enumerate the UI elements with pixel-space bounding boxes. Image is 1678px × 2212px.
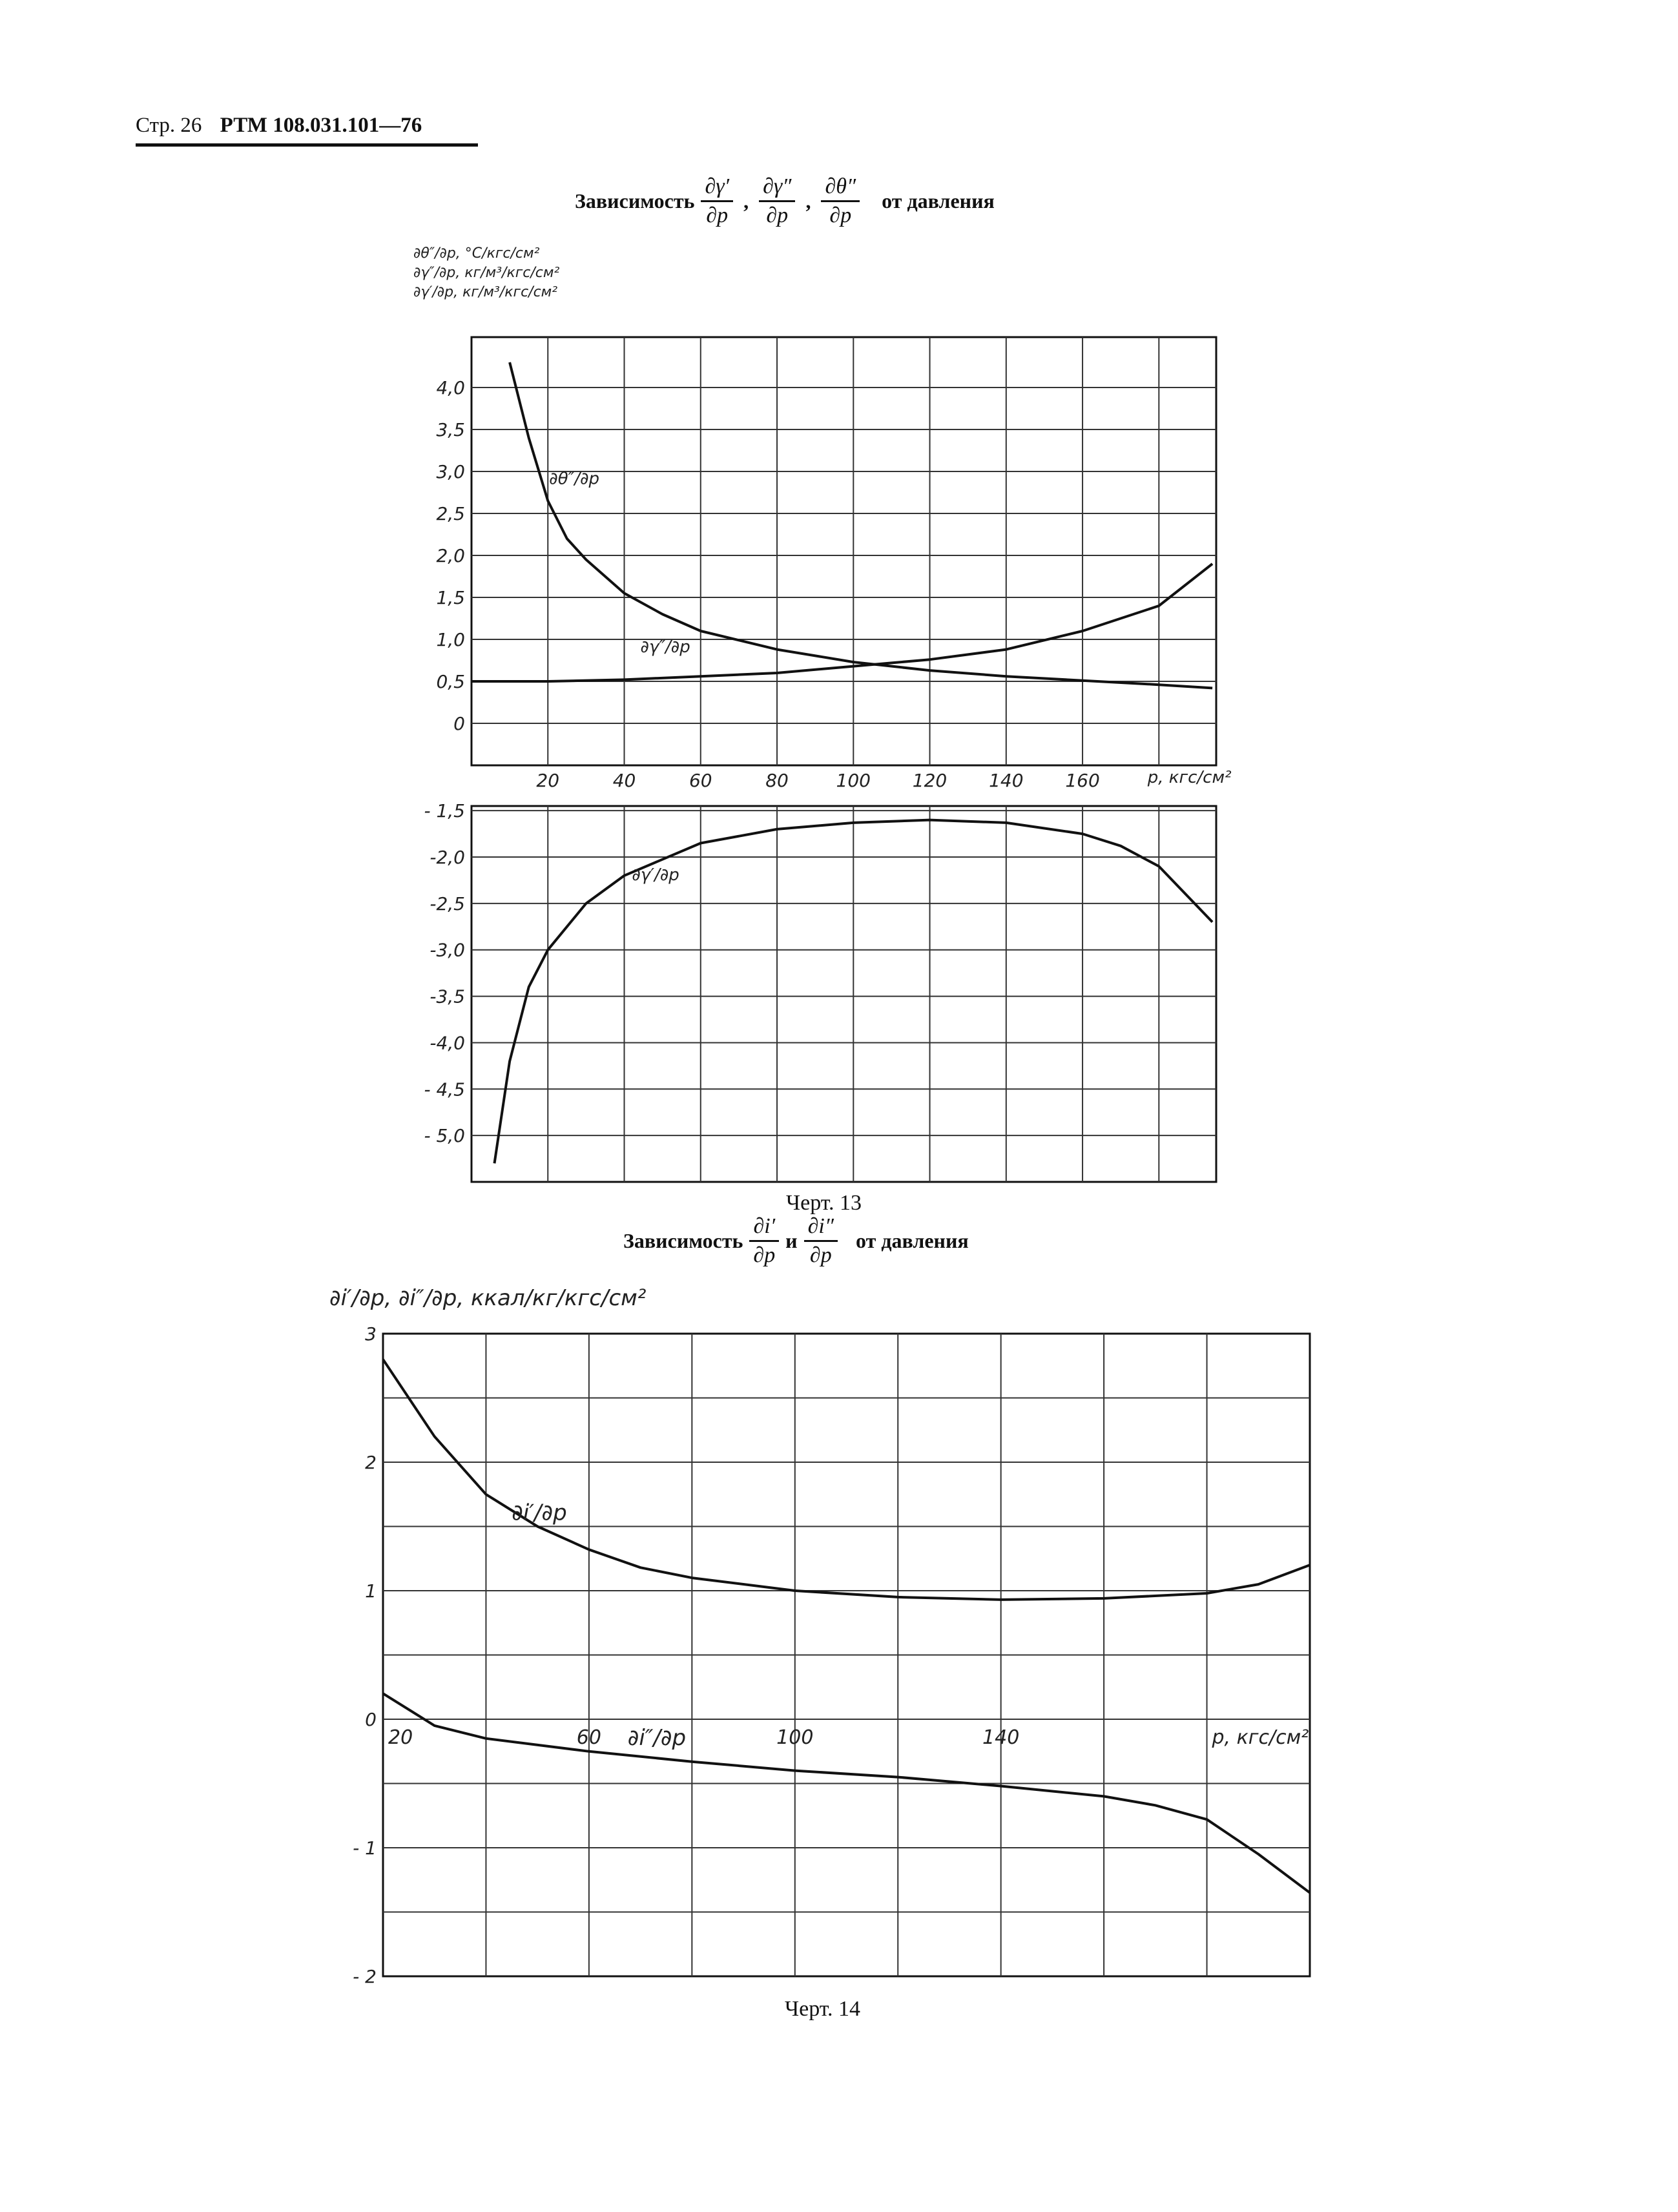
page-number: Стр. 26 xyxy=(136,114,202,137)
chart13-title: Зависимость $\frac{\partial\gamma'}{\partial p}$ , $\frac{\partial\gamma''}{\partial p}$ , $\frac{\partial\theta''}{\partial p}$ от давления xyxy=(575,174,995,227)
chart14-ylabel: ∂i′/∂p, ∂i″/∂p, ккал/кг/кгс/см² xyxy=(329,1285,647,1311)
chart13-upper-frame xyxy=(471,337,1216,765)
chart13-upper-ytick-label: 3,0 xyxy=(436,461,465,482)
series-label-dgamma1: ∂γ′/∂p xyxy=(632,865,679,885)
chart13-lower-frame xyxy=(471,806,1216,1182)
chart13-xtick-label: 20 xyxy=(536,770,560,791)
chart13-upper-ytick-label: 4,0 xyxy=(436,377,465,398)
chart14-ytick-label: 0 xyxy=(365,1709,377,1730)
ylabel-dgamma1: ∂γ′/∂p, кг/м³/кгс/см² xyxy=(413,284,558,300)
series-label-dgamma2: ∂γ″/∂p xyxy=(640,637,690,657)
chart13-fraction-2: $\frac{\partial\gamma''}{\partial p}$ xyxy=(759,174,795,228)
chart13-xtick-label: 40 xyxy=(612,770,636,791)
document-code: РТМ 108.031.101—76 xyxy=(220,114,422,137)
series-label-dtheta: ∂θ″/∂p xyxy=(549,469,600,489)
chart13-title-suffix: от давления xyxy=(882,189,995,212)
chart13-title-prefix: Зависимость xyxy=(575,189,695,212)
chart13-lower-ytick-label: -3,5 xyxy=(430,986,465,1008)
chart13-xtick-label: 80 xyxy=(765,770,789,791)
chart14-caption: Черт. 14 xyxy=(785,1997,861,2021)
chart13-caption: Черт. 13 xyxy=(786,1191,862,1215)
chart14-fraction-2: $\frac{\partial i''}{\partial p}$ xyxy=(804,1214,838,1268)
chart13-xtick-label: 140 xyxy=(989,770,1024,791)
chart13-xtick-label: 120 xyxy=(912,770,948,791)
chart14-ytick-label: - 1 xyxy=(353,1837,377,1859)
chart13-upper-ytick-label: 1,0 xyxy=(436,629,465,650)
chart13-upper-ytick-label: 1,5 xyxy=(436,587,465,608)
chart14-xtick-label: 100 xyxy=(776,1726,814,1749)
series-label-di1: ∂i′/∂p xyxy=(512,1500,567,1526)
chart14-series-line xyxy=(383,1693,1310,1893)
ylabel-dgamma2: ∂γ″/∂p, кг/м³/кгс/см² xyxy=(413,265,560,281)
chart13-xlabel: p, кгс/см² xyxy=(1147,768,1232,787)
chart13-upper-series-line xyxy=(471,564,1212,681)
chart14-xtick-label: 60 xyxy=(576,1726,601,1749)
chart13-lower-ytick-label: -2,0 xyxy=(430,847,465,869)
chart13-upper-ytick-label: 2,5 xyxy=(436,503,465,524)
chart14-fraction-1: $\frac{\partial i'}{\partial p}$ xyxy=(749,1214,779,1268)
chart13-fraction-3: $\frac{\partial\theta''}{\partial p}$ xyxy=(821,174,860,228)
chart13-upper-ytick-label: 2,0 xyxy=(436,545,465,566)
chart13-upper-ytick-label: 0 xyxy=(453,713,465,734)
chart13-lower-ytick-label: -4,0 xyxy=(430,1032,465,1054)
chart13-lower-ytick-label: - 1,5 xyxy=(424,800,465,822)
ylabel-dtheta: ∂θ″/∂p, °С/кгс/см² xyxy=(413,245,540,262)
series-label-di2: ∂i″/∂p xyxy=(627,1725,687,1751)
chart14-ytick-label: 3 xyxy=(365,1323,377,1345)
chart13-xtick-label: 160 xyxy=(1065,770,1100,791)
chart14-xtick-label: 20 xyxy=(388,1726,413,1749)
chart13-upper-ytick-label: 3,5 xyxy=(436,419,465,440)
chart14-xtick-label: 140 xyxy=(982,1726,1020,1749)
chart14-ytick-label: 1 xyxy=(365,1580,377,1602)
chart13-xtick-label: 60 xyxy=(689,770,712,791)
chart13-lower-ytick-label: - 5,0 xyxy=(424,1125,465,1147)
chart13-upper-ytick-label: 0,5 xyxy=(436,671,465,692)
chart14-title-and: и xyxy=(785,1229,798,1252)
chart13-fraction-1: $\frac{\partial\gamma'}{\partial p}$ xyxy=(701,174,733,228)
chart14-ytick-label: - 2 xyxy=(353,1966,377,1987)
chart14-title-suffix: от давления xyxy=(856,1229,969,1252)
chart14-xlabel: p, кгс/см² xyxy=(1212,1726,1309,1749)
chart14-ytick-label: 2 xyxy=(365,1452,377,1473)
chart13-lower-ytick-label: - 4,5 xyxy=(424,1079,465,1101)
chart14-title xyxy=(623,1214,969,1268)
chart13-lower-ytick-label: -3,0 xyxy=(430,939,465,961)
chart13-lower-ytick-label: -2,5 xyxy=(430,893,465,915)
chart14-series-line xyxy=(383,1359,1310,1600)
chart13-xtick-label: 100 xyxy=(836,770,871,791)
chart14-title-prefix: Зависимость xyxy=(623,1229,743,1252)
